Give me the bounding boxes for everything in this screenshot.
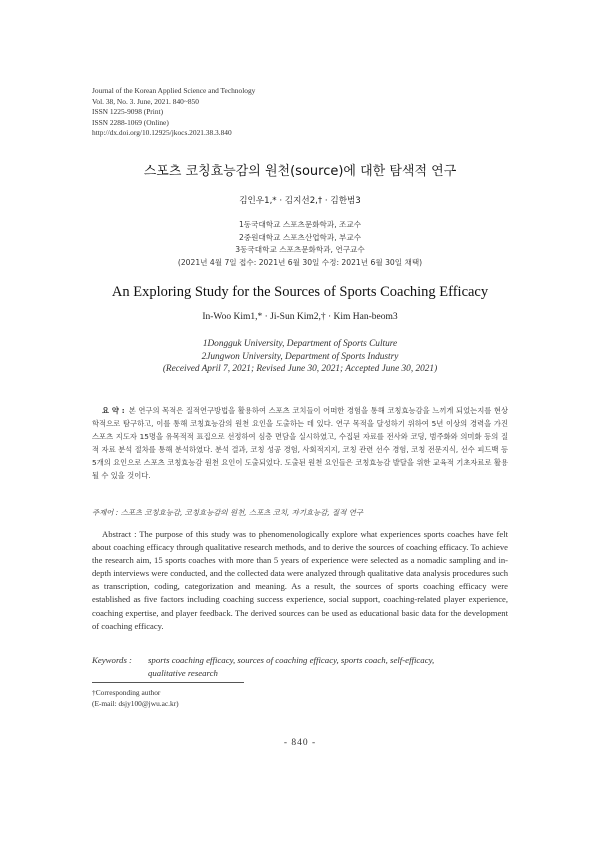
- affiliations-korean: [0, 219, 600, 269]
- authors-korean: 김인우1,* · 김지선2,† · 김한범3: [239, 196, 361, 206]
- abstract-korean-text: 본 연구의 목적은 질적연구방법을 활용하여 스포츠 코치들이 어떠한 경험을 통해 코칭효능감을 느끼게 되었는지를 현상학적으로 탐구하고, 이를 통해 코칭효능감의 원천 요인을 도출하는 데 있다. 연구 목적을 달성하기 위하여 5년 이상의 경력을 가진 스포츠 지도자 15명을 유목적적 표집으로 선정하여 심층 면담을 실시하였고, 수집된 자료를 전사와 코딩, 범주화와 의미화 등의 질적 자료 분석 절차를 통해 분석하였다. 분석 결과, 코칭 성공 경험, 사회적지지, 코칭 관련 선수 경험, 코칭 전문지식, 선수 피드백 등 5개의 요인으로 스포츠 코칭효능감 원천 요인이 도출되었다. 도출된 원천 요인들은 코칭효능감 발달을 위한 교육적 기초자료로 활용될 수 있을 것이다.: [92, 406, 508, 480]
- keywords-english: [92, 654, 508, 680]
- abstract-english-text: The purpose of this study was to phenomenologically explore what experiences sports coaches have felt about coaching efficacy through qualitative research methods, and to derive the sources of coaching efficacy. To achieve the research aim, 15 sports coaches with more than 5 years of experience were selected as a nomadic sampling and in-depth interviews were conducted, and the collected data were analyzed through qualitative data analysis procedures such as transcription, coding, categorization and meaning. As a result, the sources of sports coaching efficacy were established as five factors including coaching success experience, social support, coaching-related player experience, coaching expertise, and player feedback. The derived sources can be used as educational basic data for the development of coaching efficacy.: [92, 529, 508, 631]
- issn-print: ISSN 1225-9098 (Print): [92, 107, 164, 117]
- keywords-english-label: Keywords :: [92, 655, 132, 665]
- keywords-english-line1: sports coaching efficacy, sources of coaching efficacy, sports coach, self-efficacy,: [148, 655, 435, 665]
- issn-online: ISSN 2288-1069 (Online): [92, 117, 169, 127]
- affiliation-ko-3: 3동국대학교 스포츠문화학과, 연구교수: [235, 245, 365, 254]
- abstract-english-label: Abstract :: [102, 529, 137, 539]
- keywords-korean: 주제어 : 스포츠 코칭효능감, 코칭효능감의 원천, 스포츠 코치, 자기효능감, 질적 연구: [92, 508, 363, 517]
- affiliation-ko-1: 1동국대학교 스포츠문화학과, 조교수: [238, 220, 362, 229]
- abstract-english: [92, 528, 508, 633]
- journal-header: [92, 86, 255, 139]
- affiliations-english: [0, 338, 600, 376]
- keywords-english-line2: qualitative research: [148, 668, 218, 678]
- page-number: - 840 -: [283, 738, 317, 748]
- footnote-divider: [92, 682, 244, 683]
- footnote: [92, 688, 179, 709]
- dates-korean: (2021년 4월 7일 접수: 2021년 6월 30일 수정: 2021년 6월 30일 채택): [177, 257, 423, 267]
- abstract-korean-label: 요 약 :: [102, 406, 125, 415]
- title-korean: 스포츠 코칭효능감의 원천(source)에 대한 탐색적 연구: [143, 164, 457, 179]
- abstract-korean: [92, 404, 508, 482]
- journal-volume: Vol. 38, No. 3. June, 2021. 840~850: [92, 96, 199, 106]
- title-english: An Exploring Study for the Sources of Sports Coaching Efficacy: [111, 284, 489, 300]
- dates-english: (Received April 7, 2021; Revised June 30, 2021; Accepted June 30, 2021): [162, 364, 438, 374]
- affiliation-ko-2: 2중원대학교 스포츠산업학과, 부교수: [238, 232, 362, 242]
- journal-name: Journal of the Korean Applied Science and Technology: [92, 86, 256, 95]
- doi-link[interactable]: http://dx.doi.org/10.12925/jkocs.2021.38.3.840: [92, 128, 232, 138]
- corresponding-author-note: †Corresponding author: [92, 688, 161, 697]
- affiliation-en-2: 2Jungwon University, Department of Sports Industry: [201, 351, 399, 362]
- authors-english: In-Woo Kim1,* · Ji-Sun Kim2,† · Kim Han-beom3: [202, 312, 398, 322]
- corresponding-email[interactable]: (E-mail: dsjy100@jwu.ac.kr): [92, 698, 179, 708]
- affiliation-en-1: 1Dongguk University, Department of Sports Culture: [202, 339, 398, 349]
